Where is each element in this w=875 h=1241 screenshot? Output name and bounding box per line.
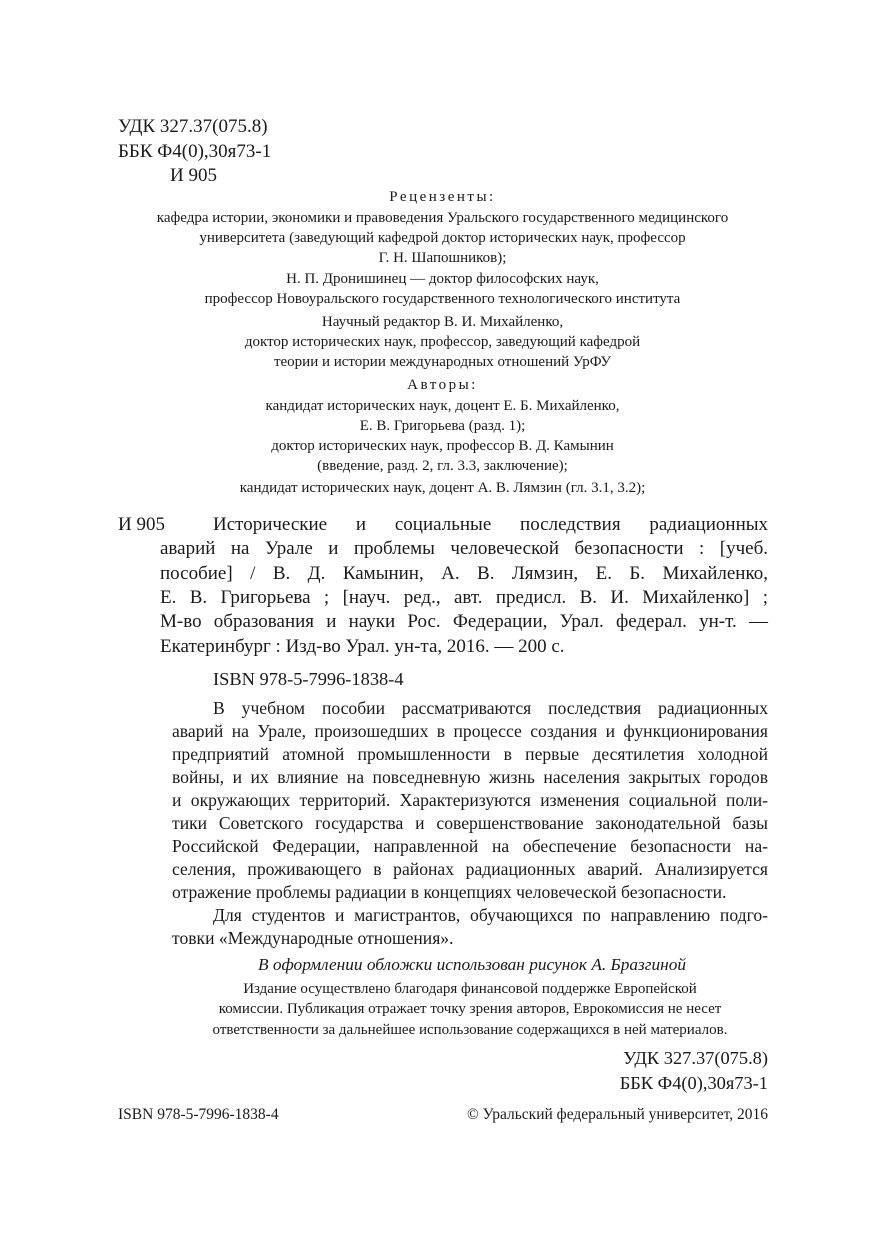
annotation-line: Для студентов и магистрантов, обучающихся по направлению подго- <box>213 905 768 925</box>
catalog-line: Исторические и социальные последствия радиационных <box>213 514 768 535</box>
footer-isbn: ISBN 978-5-7996-1838-4 <box>118 1106 279 1123</box>
reviewers-heading: Рецензенты: <box>389 189 496 205</box>
catalog-line: Екатеринбург : Изд-во Урал. ун-та, 2016. — 200 с. <box>160 636 565 657</box>
udk-code: УДК 327.37(075.8) <box>118 116 268 137</box>
catalog-line: М-во образования и науки Рос. Федерации, Урал. федерал. ун-т. — <box>160 611 768 632</box>
eu-note-line: комиссии. Публикация отражает точку зрения авторов, Еврокомиссия не несет <box>218 1001 722 1017</box>
annotation-line: отражение проблемы радиации в концепциях человеческой безопасности. <box>172 882 727 902</box>
annotation-line: селения, проживающего в районах радиационных аварий. Анализируется <box>172 859 768 879</box>
reviewer-line: кафедра истории, экономики и правоведения Уральского государственного медицинского <box>156 210 729 226</box>
author-line: Е. В. Григорьева (разд. 1); <box>359 418 526 434</box>
catalog-sign: И 905 <box>118 514 165 535</box>
reviewer-line: Н. П. Дронишинец — доктор философских наук, <box>286 271 599 287</box>
editor-line: доктор исторических наук, профессор, заведующий кафедрой <box>244 334 641 350</box>
eu-note-line: Издание осуществлено благодаря финансовой поддержке Европейской <box>243 981 697 997</box>
cover-note: В оформлении обложки использован рисунок А. Бразгиной <box>258 955 686 974</box>
reviewer-line: университета (заведующий кафедрой доктор исторических наук, профессор <box>199 230 686 246</box>
bottom-bbk: ББК Ф4(0),30я73-1 <box>619 1073 768 1093</box>
editor-line: Научный редактор В. И. Михайленко, <box>321 314 564 330</box>
author-line: (введение, разд. 2, гл. 3.3, заключение); <box>317 458 568 474</box>
annotation-line: и окружающих территорий. Характеризуются изменения социальной поли- <box>172 790 768 810</box>
reviewer-line: профессор Новоуральского государственного технологического института <box>204 291 681 307</box>
catalog-line: аварий на Урале и проблемы человеческой безопасности : [учеб. <box>160 538 768 559</box>
author-line: доктор исторических наук, профессор В. Д. Камынин <box>271 438 614 454</box>
bbk-code: ББК Ф4(0),30я73-1 <box>118 141 272 162</box>
annotation-line: В учебном пособии рассматриваются последствия радиационных <box>213 698 768 718</box>
footer-copyright: © Уральский федеральный университет, 2016 <box>466 1106 768 1123</box>
annotation-line: войны, и их влияние на повседневную жизнь населения закрытых городов <box>172 767 768 787</box>
author-line: кандидат исторических наук, доцент Е. Б. Михайленко, <box>265 398 620 414</box>
annotation-line: Российской Федерации, направленной на обеспечение безопасности на- <box>172 836 768 856</box>
bottom-udk: УДК 327.37(075.8) <box>623 1048 768 1068</box>
annotation-line: тики Советского государства и совершенствование законодательной базы <box>172 813 768 833</box>
annotation-line: предприятий атомной промышленности в первые десятилетия холодной <box>172 744 768 764</box>
annotation-line: товки «Международные отношения». <box>172 928 454 948</box>
reviewer-line: Г. Н. Шапошников); <box>378 250 507 266</box>
author-sign: И 905 <box>170 165 217 186</box>
catalog-isbn: ISBN 978-5-7996-1838-4 <box>213 669 404 689</box>
authors-heading: Авторы: <box>407 377 478 393</box>
annotation-line: аварий на Урале, произошедших в процессе создания и функционирования <box>172 721 768 741</box>
catalog-line: Е. В. Григорьева ; [науч. ред., авт. предисл. В. И. Михайленко] ; <box>160 587 768 608</box>
catalog-line: пособие] / В. Д. Камынин, А. В. Лямзин, Е. Б. Михайленко, <box>160 563 768 584</box>
author-line: кандидат исторических наук, доцент А. В. Лямзин (гл. 3.1, 3.2); <box>239 480 646 496</box>
eu-note-line: ответственности за дальнейшее использование содержащихся в ней материалов. <box>212 1022 728 1038</box>
editor-line: теории и истории международных отношений УрФУ <box>273 354 612 370</box>
